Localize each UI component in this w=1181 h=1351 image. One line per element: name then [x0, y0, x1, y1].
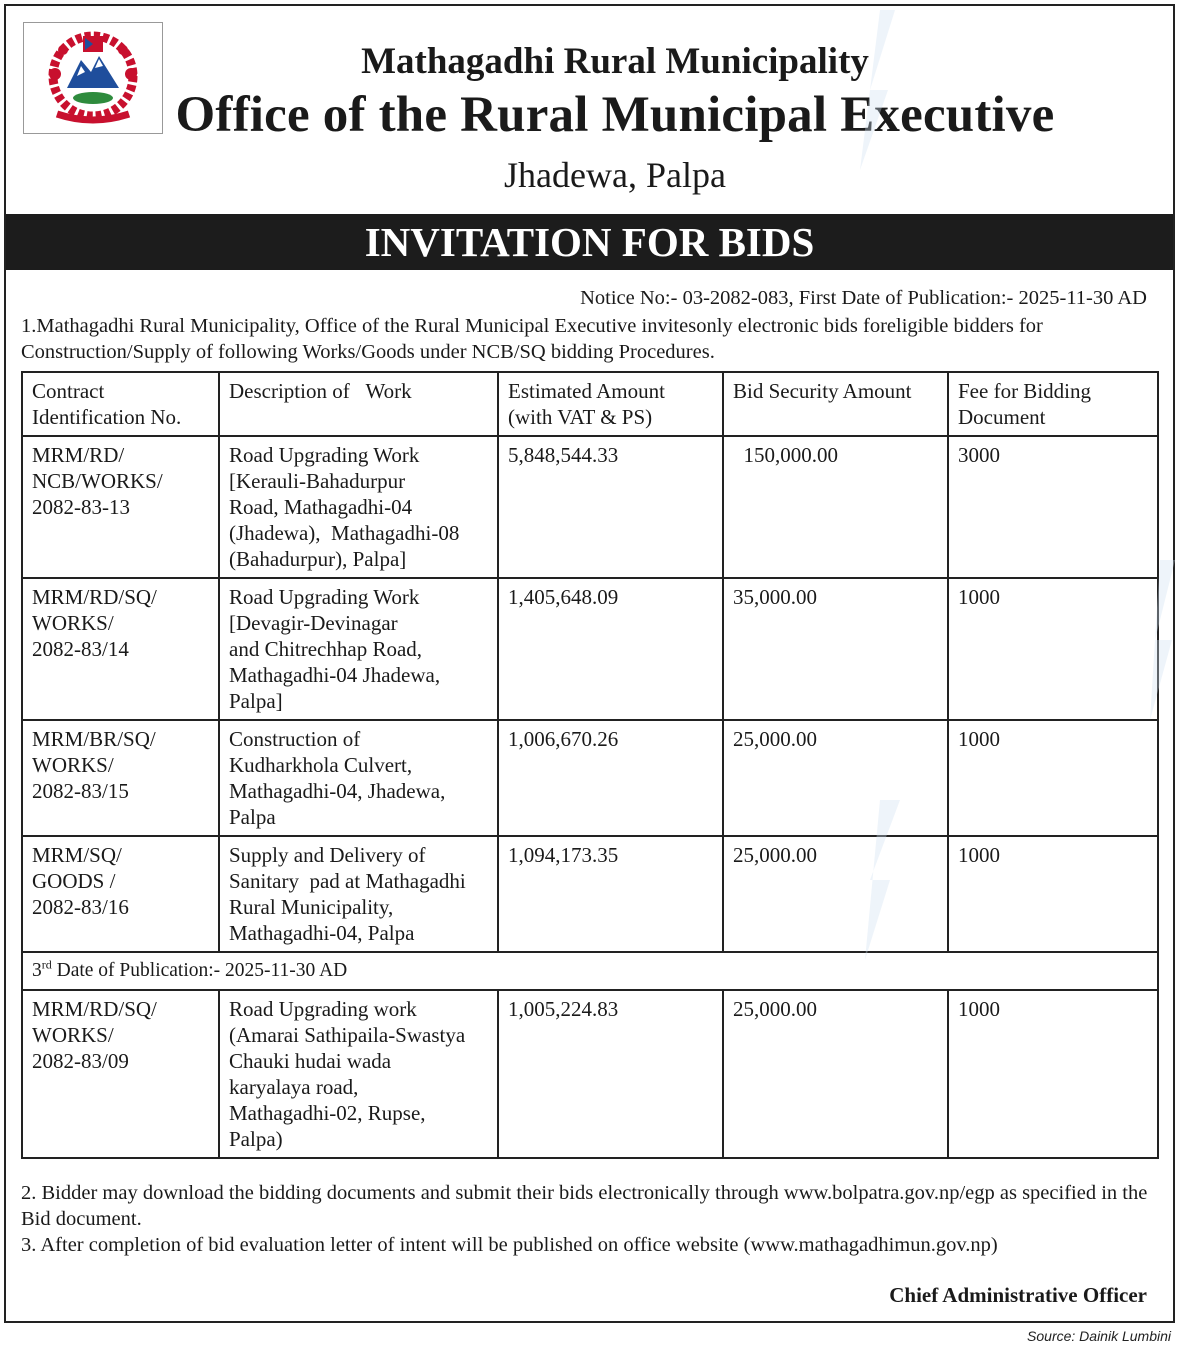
header-contract-id: Contract Identification No.	[22, 372, 219, 436]
description-cell: Road Upgrading work (Amarai Sathipaila-Swastya Chauki hudai wada karyalaya road, Mathagadhi-02, Rupse, Palpa)	[219, 990, 498, 1158]
description-cell: Supply and Delivery of Sanitary pad at Mathagadhi Rural Municipality, Mathagadhi-04, Palpa	[219, 836, 498, 952]
note-download: 2. Bidder may download the bidding documents and submit their bids electronically through www.bolpatra.gov.np/egp as specified in the Bid document.	[21, 1182, 1148, 1230]
estimated-amount-cell: 1,006,670.26	[498, 720, 723, 836]
bid-security-cell: 150,000.00	[723, 436, 948, 578]
estimated-amount-cell: 5,848,544.33	[498, 436, 723, 578]
table-header-row	[22, 372, 1158, 436]
header-fee: Fee for Bidding Document	[948, 372, 1158, 436]
contract-id-cell: MRM/RD/ NCB/WORKS/ 2082-83-13	[22, 436, 219, 578]
bid-security-cell: 25,000.00	[723, 720, 948, 836]
table-row	[22, 436, 1158, 578]
footer-notes	[21, 1180, 1151, 1258]
invitation-banner: INVITATION FOR BIDS	[6, 214, 1173, 270]
third-publication-cell	[22, 952, 1158, 990]
contract-id-cell: MRM/BR/SQ/ WORKS/ 2082-83/15	[22, 720, 219, 836]
header-estimated-amount: Estimated Amount (with VAT & PS)	[498, 372, 723, 436]
contract-id-cell: MRM/RD/SQ/ WORKS/ 2082-83/14	[22, 578, 219, 720]
description-cell: Road Upgrading Work [Kerauli-Bahadurpur Road, Mathagadhi-04 (Jhadewa), Mathagadhi-08 (Bahadurpur), Palpa]	[219, 436, 498, 578]
header-description: Description of Work	[219, 372, 498, 436]
description-cell: Construction of Kudharkhola Culvert, Mathagadhi-04, Jhadewa, Palpa	[219, 720, 498, 836]
third-publication-text: Date of Publication:- 2025-11-30 AD	[51, 960, 348, 981]
bid-security-cell: 35,000.00	[723, 578, 948, 720]
contract-id-cell: MRM/SQ/ GOODS / 2082-83/16	[22, 836, 219, 952]
description-cell: Road Upgrading Work [Devagir-Devinagar and Chitrechhap Road, Mathagadhi-04 Jhadewa, Palpa]	[219, 578, 498, 720]
emblem-drawing	[33, 26, 153, 130]
fee-cell: 1000	[948, 720, 1158, 836]
office-location: Jhadewa, Palpa	[504, 155, 726, 195]
municipality-name: Mathagadhi Rural Municipality	[361, 41, 869, 82]
office-title: Office of the Rural Municipal Executive	[175, 87, 1055, 143]
bid-security-cell: 25,000.00	[723, 990, 948, 1158]
header-bid-security: Bid Security Amount	[723, 372, 948, 436]
fee-cell: 1000	[948, 990, 1158, 1158]
third-publication-row	[22, 952, 1158, 990]
source-credit: Source: Dainik Lumbini	[1027, 1328, 1171, 1344]
third-publication-number: 3	[32, 960, 42, 981]
estimated-amount-cell: 1,094,173.35	[498, 836, 723, 952]
note-letter-of-intent: 3. After completion of bid evaluation letter of intent will be published on office website (www.mathagadhimun.gov.np)	[21, 1234, 998, 1256]
fee-cell: 1000	[948, 836, 1158, 952]
fee-cell: 1000	[948, 578, 1158, 720]
intro-paragraph: 1.Mathagadhi Rural Municipality, Office of the Rural Municipal Executive invitesonly electronic bids foreligible bidders for Construction/Supply of following Works/Goods under NCB/SQ bidding Procedures.	[21, 315, 1043, 363]
notice-number-line: Notice No:- 03-2082-083, First Date of Publication:- 2025-11-30 AD	[580, 287, 1147, 309]
bids-table	[21, 371, 1159, 1159]
fee-cell: 3000	[948, 436, 1158, 578]
signature: Chief Administrative Officer	[889, 1283, 1147, 1307]
table-row	[22, 720, 1158, 836]
bid-security-cell: 25,000.00	[723, 836, 948, 952]
estimated-amount-cell: 1,405,648.09	[498, 578, 723, 720]
table-row	[22, 990, 1158, 1158]
third-publication-suffix: rd	[41, 957, 52, 972]
estimated-amount-cell: 1,005,224.83	[498, 990, 723, 1158]
table-row	[22, 836, 1158, 952]
nepal-emblem-icon	[23, 22, 163, 134]
contract-id-cell: MRM/RD/SQ/ WORKS/ 2082-83/09	[22, 990, 219, 1158]
table-row	[22, 578, 1158, 720]
